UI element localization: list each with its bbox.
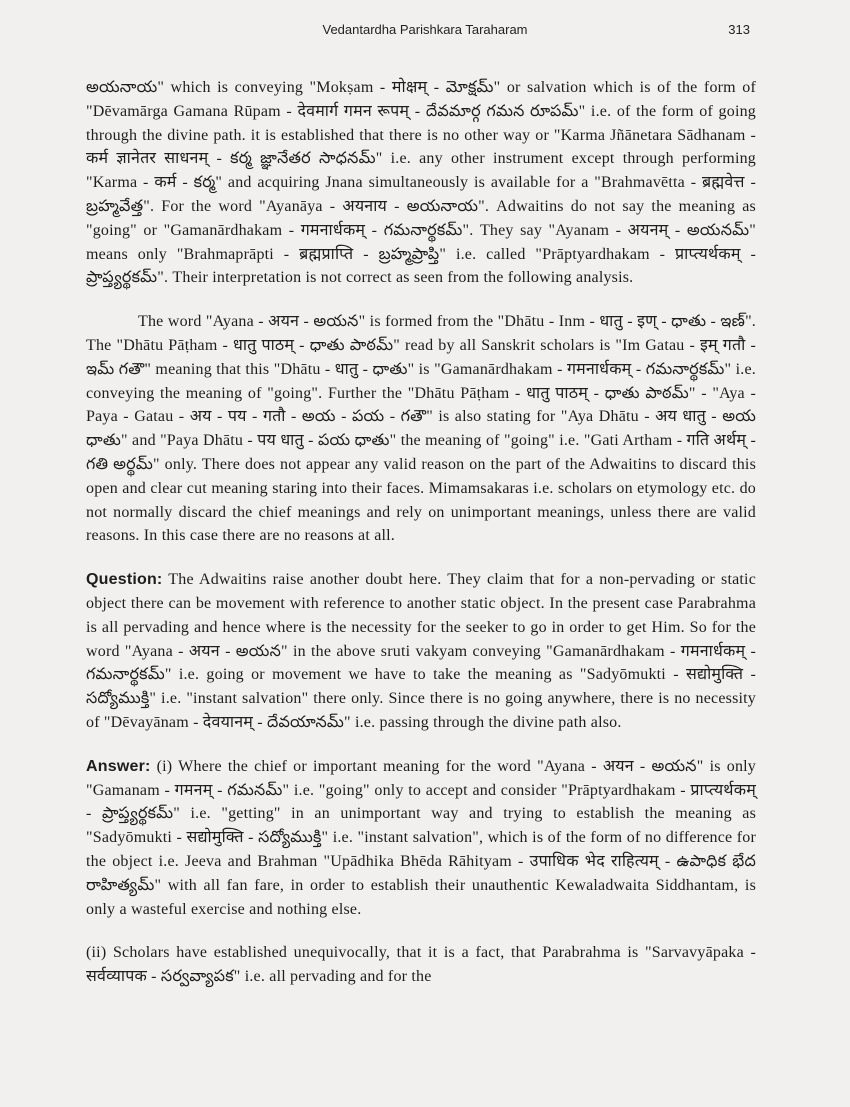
paragraph-text: (i) Where the chief or important meaning for the word "Ayana - अयन - అయన" is only "Gamanam - गमनम् - గమనమ్" i.e. "going" only to accept and consider "Prāptyardhakam - प्राप्त्यर्थकम् - ప్రాప్త్యర్థకమ్" i.e. "getting" in an unimportant way and trying to establish the meaning as "Sadyōmukti - सद्योमुक्ति - సద్యోముక్తి" i.e. "instant salvation", which is of the form of no difference for the object i.e. Jeeva and Brahman "Upādhika Bhēda Rāhityam - उपाधिक भेद राहित्यम् - ఉపాధిక భేద రాహిత్యమ్" with all fan fare, in order to establish their unauthentic Kewaladwaita Siddhantam, is only a wasteful exercise and nothing else. [86, 757, 756, 918]
question-label: Question: [86, 571, 163, 589]
answer-paragraph [86, 755, 756, 922]
paragraph-1 [86, 76, 756, 290]
page-number: 313 [728, 22, 750, 37]
paragraph-text: The Adwaitins raise another doubt here. They claim that for a non-pervading or static object there can be movement with reference to another static object. In the present case Parabrahma is all pervading and hence where is the necessity for the seeker to go in order to get Him. So for the word "Ayana - अयन - అయన" in the above sruti vakyam conveying "Gamanārdhakam - गमनार्धकम् - గమనార్థకమ్" i.e. going or movement we have to take the meaning as "Sadyōmukti - सद्योमुक्ति - సద్యోముక్తి" i.e. "instant salvation" there only. Since there is no going anywhere, there is no necessity of "Dēvayānam - देवयानम् - దేవయానమ్" i.e. passing through the divine path also. [86, 571, 756, 731]
running-header [0, 22, 850, 42]
paragraph-text: Scholars have established unequivocally, that it is a fact, that Parabrahma is "Sarvavyāpaka - सर्वव्यापक - సర్వవ్యాపక" i.e. all pervading and for the [86, 944, 756, 986]
page-body [86, 76, 756, 989]
paragraph-2 [86, 310, 756, 548]
header-title: Vedantardha Parishkara Taraharam [322, 22, 528, 37]
paragraph-text: అయనాయ" which is conveying "Mokṣam - मोक्षम् - మోక్షమ్" or salvation which is of the form of "Dēvamārga Gamana Rūpam - देवमार्ग गमन रूपम् - దేవమార్గ గమన రూపమ్" i.e. of the form of going through the divine path. it is established that there is no other way or "Karma Jñānetara Sādhanam - कर्म ज्ञानेतर साधनम् - కర్మ జ్ఞానేతర సాధనమ్" i.e. any other instrument except through performing "Karma - कर्म - కర్మ" and acquiring Jnana simultaneously is available for a "Brahmavētta - ब्रह्मवेत्त - బ్రహ్మవేత్త". For the word "Ayanāya - अयनाय - అయనాయ". Adwaitins do not say the meaning as "going" or "Gamanārdhakam - गमनार्धकम् - గమనార్థకమ్". They say "Ayanam - अयनम् - అయనమ్" means only "Brahmaprāpti - ब्रह्मप्राप्ति - బ్రహ్మప్రాప్తి" i.e. called "Prāptyardhakam - प्राप्त्यर्थकम् - ప్రాప్త్యర్థకమ్". Their interpretation is not correct as seen from the following analysis. [86, 79, 756, 287]
question-paragraph [86, 568, 756, 735]
answer-label: Answer: [86, 757, 151, 775]
point-ii-paragraph [86, 941, 756, 989]
point-label: (ii) [86, 944, 107, 962]
paragraph-text: The word "Ayana - अयन - అయన" is formed from the "Dhātu - Inm - धातु - इण् - ధాతు - ఇణ్". The "Dhātu Pāṭham - धातु पाठम् - ధాతు పాఠమ్" read by all Sanskrit scholars is "Im Gatau - इम् गतौ - ఇమ్ గతౌ" meaning that this "Dhātu - धातु - ధాతు" is "Gamanārdhakam - गमनार्धकम् - గమనార్థకమ్" i.e. conveying the meaning of "going". Further the "Dhātu Pāṭham - धातु पाठम् - ధాతు పాఠమ్" - "Aya - Paya - Gatau - अय - पय - गतौ - అయ - పయ - గతౌ" is also stating for "Aya Dhātu - अय धातु - అయ ధాతు" and "Paya Dhātu - पय धातु - పయ ధాతు" the meaning of "going" i.e. "Gati Artham - गति अर्थम् - గతి అర్థమ్" only. There does not appear any valid reason on the part of the Adwaitins to discard this open and clear cut meaning staring into their faces. Mimamsakaras i.e. scholars on etymology etc. do not normally discard the chief meanings and rely on unimportant meanings, unless there are valid reasons. In this case there are no reasons at all. [86, 313, 756, 545]
